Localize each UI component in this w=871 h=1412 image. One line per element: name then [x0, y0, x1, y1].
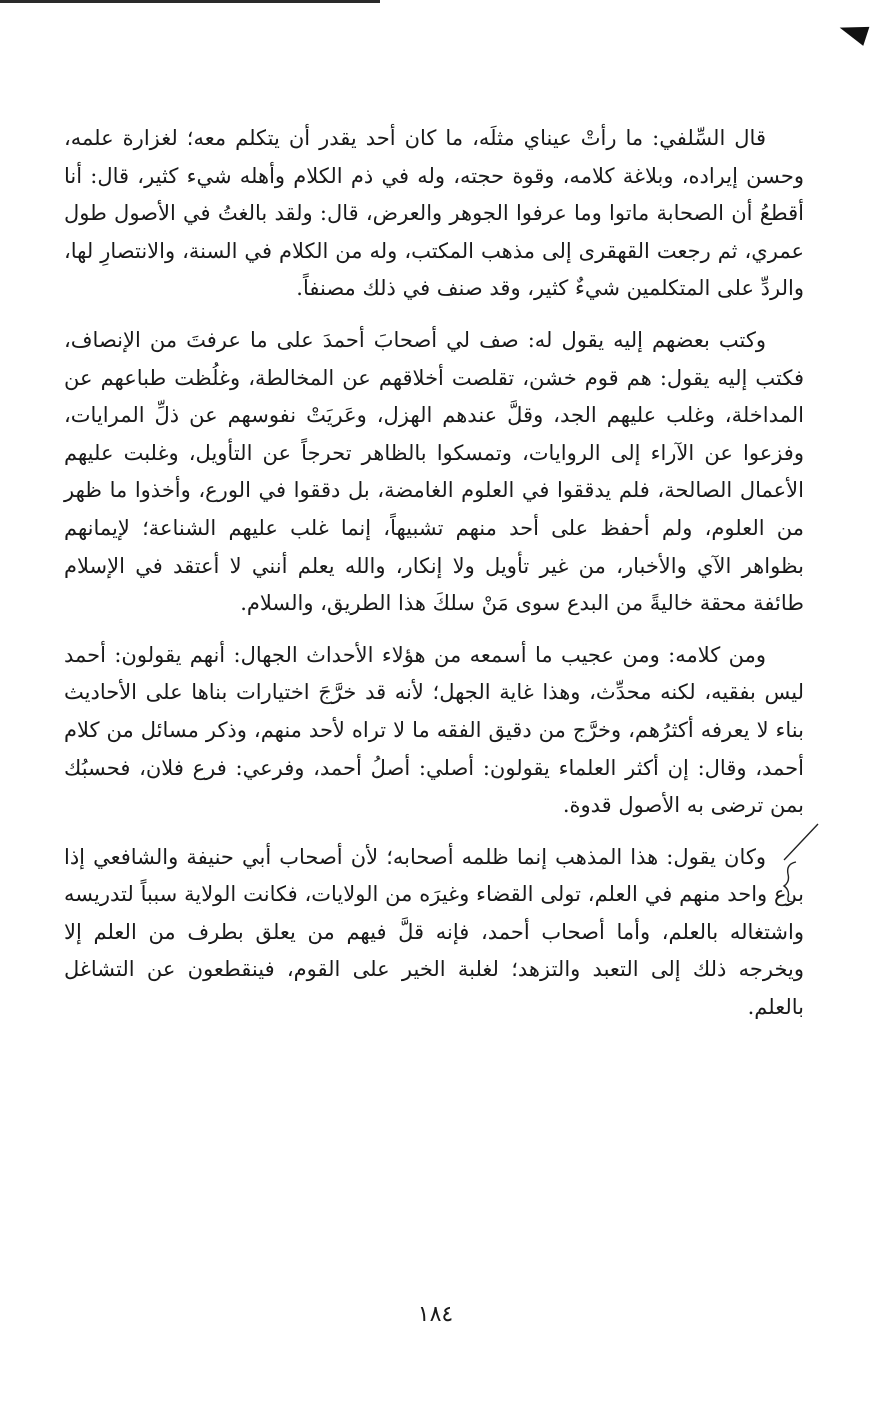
- paragraph-3: ومن كلامه: ومن عجيب ما أسمعه من هؤلاء الأحداث الجهال: أنهم يقولون: أحمد ليس بفقيه، لكنه محدِّث، وهذا غاية الجهل؛ لأنه قد خرَّجَ اختيارات بناها على الأحاديث بناء لا يعرفه أكثرُهم، وخرَّج من دقيق الفقه ما لا تراه لأحد منهم، وذكر مسائل من كلام أحمد، وقال: إن أكثر العلماء يقولون: أصلي: أصلُ أحمد، وفرعي: فرع فلان، فحسبُك بمن ترضى به الأصول قدوة.: [64, 642, 804, 818]
- page-body: [64, 120, 804, 1041]
- corner-arrow-icon: [837, 18, 870, 46]
- paragraph-2: وكتب بعضهم إليه يقول له: صف لي أصحابَ أحمدَ على ما عرفتَ من الإنصاف، فكتب إليه يقول: هم قوم خشن، تقلصت أخلاقهم عن المخالطة، وغلُظت طباعهم عن المداخلة، وغلب عليهم الجد، وقلَّ عندهم الهزل، وعَريَتْ نفوسهم عن ذلِّ المرايات، وفزعوا عن الآراء إلى الروايات، وتمسكوا بالظاهر تحرجاً عن التأويل، وغلبت عليهم الأعمال الصالحة، فلم يدققوا في العلوم الغامضة، بل دققوا في الورع، وأخذوا ما ظهر من العلوم، ولم أحفظ على أحد منهم تشبيهاً، إنما غلب عليهم الشناعة؛ لإيمانهم بظواهر الآي والأخبار، من غير تأويل ولا إنكار، والله يعلم أنني لا أعتقد في الإسلام طائفة محقة خاليةً من البدع سوى مَنْ سلكَ هذا الطريق، والسلام.: [64, 327, 804, 616]
- paragraph-4: وكان يقول: هذا المذهب إنما ظلمه أصحابه؛ لأن أصحاب أبي حنيفة والشافعي إذا برع واحد منهم في العلم، تولى القضاء وغيرَه من الولايات، فكانت الولاية سبباً لتدريسه واشتغاله بالعلم، وأما أصحاب أحمد، فإنه قلَّ فيهم من يعلق بطرف من العلم إلا ويخرجه ذلك إلى التعبد والتزهد؛ لغلبة الخير على القوم، فينقطعون عن التشاغل بالعلم.: [64, 844, 804, 1020]
- margin-bracket-annotation-icon: [778, 822, 822, 902]
- page-number: ١٨٤: [417, 1302, 454, 1327]
- top-rule: [0, 0, 380, 3]
- paragraph-1: قال السِّلفي: ما رأتْ عيناي مثلَه، ما كان أحد يقدر أن يتكلم معه؛ لغزارة علمه، وحسن إيراده، وبلاغة كلامه، وقوة حجته، وله في ذم الكلام وأهله شيء كثير، قال: أنا أقطعُ أن الصحابة ماتوا وما عرفوا الجوهر والعرض، قال: ولقد بالغتُ في الأصول طول عمري، ثم رجعت القهقرى إلى مذهب المكتب، وله من الكلام في السنة، والانتصارِ لها، والردِّ على المتكلمين شيءٌ كثير، وقد صنف في ذلك مصنفاً.: [64, 126, 804, 301]
